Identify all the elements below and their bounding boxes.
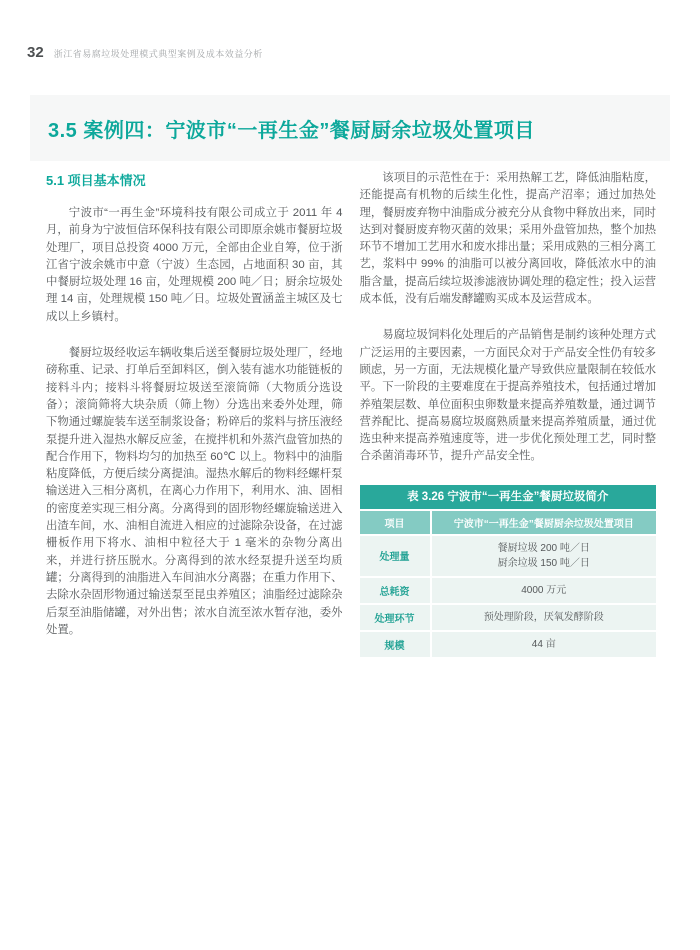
table-row-value [432,578,657,603]
right-column [360,170,657,659]
table-row-label: 总耗资 [360,578,432,603]
table-row-value [432,605,657,630]
table-row-process-stages [360,605,657,630]
paragraph-process-description: 餐厨垃圾经收运车辆收集后送至餐厨垃圾处理厂，经地磅称重、记录、打单后至卸料区，倒入装有滤水功能链板的接料斗内；接料斗将餐厨垃圾送至滚筒筛（大物质分选设备）；滚筒筛将大块杂质（筛上物）分选出来委外处理，筛下物通过螺旋装车送至制浆设备；粉碎后的浆料与挤压液经泵提升进入湿热水解反应釜，在搅拌机和外蒸汽盘管加热的配合作用下，物料均匀的加热至 60℃ 以上。物料中的油脂粘度降低，方便后续分离提油。湿热水解后的物料经螺杆泵输送进入三相分离机，在离心力作用下，利用水、油、固相的密度差实现三相分离。分离得到的固形物经螺旋输送进入出渣车间，水、油相自流进入相应的过滤除杂设备，在过滤栅板作用下将水、油相中粒径大于 1 毫米的杂物分离出来，并进行挤压脱水。分离得到的浓水经泵提升送至均质罐；分离得到的油脂进入车间油水分离器；在重力作用下、去除水杂固形物通过输送泵至昆虫养殖区；油脂经过滤除杂后泵至油脂储罐，对外出售；浓水自流至浓水暂存池，委外处置。 [46,347,343,636]
table-cell-line: 4000 万元 [521,584,567,596]
page-number: 32 [27,44,44,61]
table-row-value [432,536,657,576]
paragraph-challenges: 易腐垃圾饲料化处理后的产品销售是制约该种处理方式广泛运用的主要因素，一方面民众对于产品安全性仍有较多顾虑，另一方面，无法规模化量产导致供应量限制在较低水平。下一阶段的主要难度在于提高养殖技术，包括通过增加养殖架层数、单位面积虫卵数量来提高养殖数量，通过调节营养配比、提高易腐垃圾腐熟质量来提高养殖质量，通过优选虫种来提高养殖速度等，进一步优化预处理工艺，同时整合杀菌消毒环节，提升产品安全性。 [359,329,656,463]
table-header-label: 项目 [360,511,432,534]
table-title: 表 3.26 宁波市“一再生金”餐厨垃圾简介 [360,485,657,509]
table-cell-line: 餐厨垃圾 200 吨／日 [497,542,590,554]
table-row-investment [360,578,657,603]
summary-table [360,485,657,657]
paragraph-company-overview: 宁波市“一再生金”环境科技有限公司成立于 2011 年 4 月，前身为宁波恒信环保科技有限公司即原余姚市餐厨垃圾处理厂，项目总投资 4000 万元，全部由企业自筹，位于浙江省宁波余姚市中意（宁波）生态园，占地面积 30 亩，其中餐厨垃圾处理 16 亩，处理规模 200 吨／日；厨余垃圾处理 14 亩，处理规模 150 吨／日。垃圾处置涵盖主城区及七成以上乡镇村。 [46,207,343,323]
table-row-capacity [360,536,657,576]
table-cell-line: 厨余垃圾 150 吨／日 [497,557,590,569]
table-row-scale [360,632,657,657]
table-row-value [432,632,657,657]
table-row-label: 处理环节 [360,605,432,630]
chapter-title-banner [30,95,670,161]
table-row-label: 处理量 [360,536,432,576]
section-heading: 5.1 项目基本情况 [46,173,146,188]
table-header-value: 宁波市“一再生金”餐厨厨余垃圾处置项目 [432,511,657,534]
table-cell-line: 44 亩 [531,638,556,650]
table-row-label: 规模 [360,632,432,657]
body-columns [46,170,656,659]
paragraph-project-significance: 该项目的示范性在于：采用热解工艺，降低油脂粘度，还能提高有机物的后续生化性，提高产沼率；通过加热处理，餐厨废弃物中油脂成分被充分从食物中释放出来，同时达到对餐厨废弃物灭菌的效果；采用外盘管加热，整个加热环节不增加工艺用水和废水排出量；采用成熟的三相分离工艺，浆料中 99% 的油脂可以被分离回收，降低浓水中的油脂含量，提高后续垃圾渗滤液协调处理的稳定性；投入运营成本低，没有后端发酵罐购买成本及运营成本。 [359,172,656,306]
running-header [27,44,670,61]
table-cell-line: 预处理阶段，厌氧发酵阶段 [483,611,604,623]
running-header-title: 浙江省易腐垃圾处理模式典型案例及成本效益分析 [53,49,263,59]
chapter-title: 3.5 案例四：宁波市“一再生金”餐厨厨余垃圾处置项目 [48,119,535,142]
left-column [46,170,343,659]
table-header-row [360,511,657,534]
